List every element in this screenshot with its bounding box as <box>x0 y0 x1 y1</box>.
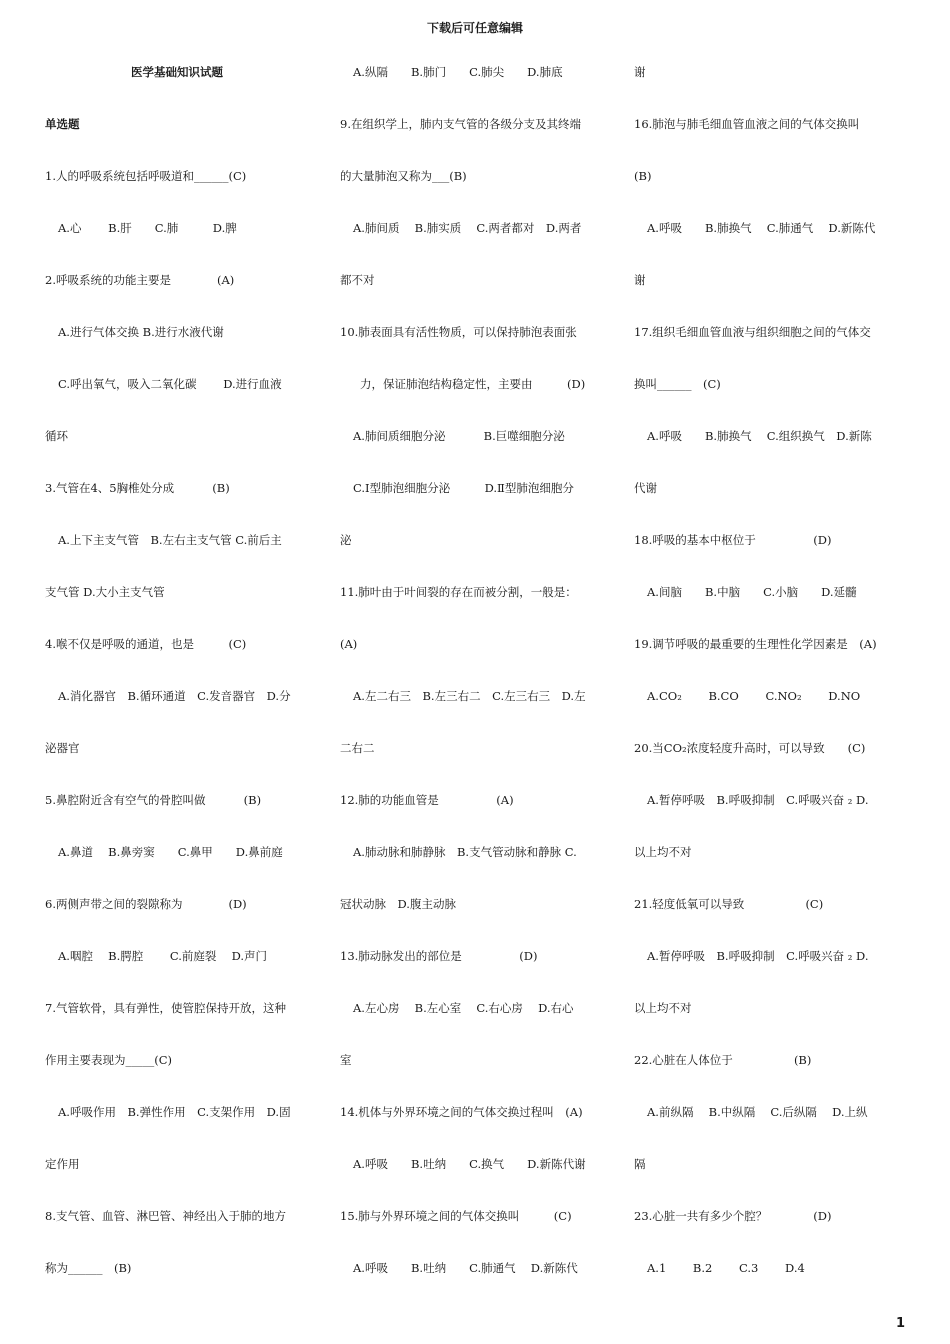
column-3 <box>634 46 924 1294</box>
option-line: A.暂停呼吸 B.呼吸抑制 C.呼吸兴奋 ₂ D. <box>647 793 869 807</box>
question-line: 3.气管在4、5胸椎处分成 (B) <box>45 481 230 495</box>
question-line: 谢 <box>634 65 646 79</box>
question-line: 2.呼吸系统的功能主要是 (A) <box>45 273 235 287</box>
page-header: 下载后可任意编辑 <box>426 21 523 35</box>
question-line: 7.气管软骨，具有弹性，使管腔保持开放，这种 <box>45 1001 286 1015</box>
option-line: A.间脑 B.中脑 C.小脑 D.延髓 <box>647 585 857 599</box>
question-line: 13.肺动脉发出的部位是 (D) <box>340 949 538 963</box>
question-line: 以上均不对 <box>634 1001 692 1015</box>
section-heading: 单选题 <box>45 117 80 131</box>
option-line: A.进行气体交换 B.进行水液代谢 <box>58 325 224 339</box>
question-line: 泌器官 <box>45 741 80 755</box>
option-line: A.CO₂ B.CO C.NO₂ D.NO <box>647 689 861 703</box>
option-line: A.呼吸作用 B.弹性作用 C.支架作用 D.固 <box>58 1105 291 1119</box>
question-line: 都不对 <box>340 273 375 287</box>
question-line: 15.肺与外界环境之间的气体交换叫 (C) <box>340 1209 572 1223</box>
option-line: A.咽腔 B.腭腔 C.前庭裂 D.声门 <box>58 949 268 963</box>
question-line: 19.调节呼吸的最重要的生理性化学因素是 (A) <box>634 637 877 651</box>
question-line: 的大量肺泡又称为___(B) <box>340 169 467 183</box>
option-line: A.消化器官 B.循环通道 C.发音器官 D.分 <box>58 689 291 703</box>
question-line: 隔 <box>634 1157 646 1171</box>
option-line: C.呼出氧气，吸入二氧化碳 D.进行血液 <box>58 377 282 391</box>
option-line: A.暂停呼吸 B.呼吸抑制 C.呼吸兴奋 ₂ D. <box>647 949 869 963</box>
question-line: 10.肺表面具有活性物质，可以保持肺泡表面张 <box>340 325 577 339</box>
question-line: 21.轻度低氧可以导致 (C) <box>634 897 824 911</box>
question-line: 代谢 <box>634 481 657 495</box>
column-2 <box>340 46 630 1294</box>
option-line: A.1 B.2 C.3 D.4 <box>647 1261 805 1275</box>
question-line: 1.人的呼吸系统包括呼吸道和______(C) <box>45 169 247 183</box>
option-line: A.呼吸 B.吐纳 C.肺通气 D.新陈代 <box>353 1261 578 1275</box>
question-line: 泌 <box>340 533 352 547</box>
question-line: 14.机体与外界环境之间的气体交换过程叫 (A) <box>340 1105 583 1119</box>
option-line: A.肺间质细胞分泌 B.巨噬细胞分泌 <box>353 429 565 443</box>
question-line: 22.心脏在人体位于 (B) <box>634 1053 812 1067</box>
option-line: A.呼吸 B.吐纳 C.换气 D.新陈代谢 <box>353 1157 586 1171</box>
option-line: A.肺动脉和肺静脉 B.支气管动脉和静脉 C. <box>353 845 577 859</box>
question-line: 18.呼吸的基本中枢位于 (D) <box>634 533 832 547</box>
page-number: 1 <box>895 1316 905 1331</box>
question-line: (A) <box>340 637 358 651</box>
question-line: 循环 <box>45 429 68 443</box>
question-line: 室 <box>340 1053 352 1067</box>
question-line: 20.当CO₂浓度轻度升高时，可以导致 (C) <box>634 741 866 755</box>
question-line: 6.两侧声带之间的裂隙称为 (D) <box>45 897 247 911</box>
question-line: (B) <box>634 169 652 183</box>
question-line: 冠状动脉 D.腹主动脉 <box>340 897 456 911</box>
option-line: A.前纵隔 B.中纵隔 C.后纵隔 D.上纵 <box>647 1105 868 1119</box>
option-line: A.左心房 B.左心室 C.右心房 D.右心 <box>353 1001 574 1015</box>
question-line: 4.喉不仅是呼吸的通道，也是 (C) <box>45 637 247 651</box>
question-line: 17.组织毛细血管血液与组织细胞之间的气体交 <box>634 325 871 339</box>
option-line: A.心 B.肝 C.肺 D.脾 <box>58 221 237 235</box>
question-line: 作用主要表现为_____(C) <box>45 1053 173 1067</box>
question-line: 二右二 <box>340 741 375 755</box>
question-line: 11.肺叶由于叶间裂的存在而被分割，一般是： <box>340 585 577 599</box>
question-continuation: 力，保证肺泡结构稳定性，主要由 (D) <box>360 377 586 391</box>
question-line: 定作用 <box>45 1157 80 1171</box>
option-line: A.鼻道 B.鼻旁窦 C.鼻甲 D.鼻前庭 <box>58 845 283 859</box>
option-line: A.左二右三 B.左三右二 C.左三右三 D.左 <box>353 689 586 703</box>
option-line: A.上下主支气管 B.左右主支气管 C.前后主 <box>58 533 282 547</box>
question-line: 支气管 D.大小主支气管 <box>45 585 165 599</box>
question-line: 9.在组织学上，肺内支气管的各级分支及其终端 <box>340 117 581 131</box>
option-line: A.肺间质 B.肺实质 C.两者都对 D.两者 <box>353 221 582 235</box>
question-line: 以上均不对 <box>634 845 692 859</box>
question-line: 12.肺的功能血管是 (A) <box>340 793 514 807</box>
document-title: 医学基础知识试题 <box>131 65 223 79</box>
question-line: 23.心脏一共有多少个腔？ (D) <box>634 1209 832 1223</box>
question-line: 5.鼻腔附近含有空气的骨腔叫做 (B) <box>45 793 262 807</box>
question-line: 换叫______ (C) <box>634 377 721 391</box>
option-line: A.呼吸 B.肺换气 C.组织换气 D.新陈 <box>647 429 872 443</box>
option-line: C.Ⅰ型肺泡细胞分泌 D.Ⅱ型肺泡细胞分 <box>353 481 574 495</box>
option-line: A.纵隔 B.肺门 C.肺尖 D.肺底 <box>353 65 563 79</box>
question-line: 谢 <box>634 273 646 287</box>
question-line: 称为______ (B) <box>45 1261 132 1275</box>
option-line: A.呼吸 B.肺换气 C.肺通气 D.新陈代 <box>647 221 876 235</box>
question-line: 8.支气管、血管、淋巴管、神经出入于肺的地方 <box>45 1209 286 1223</box>
column-1 <box>45 46 335 1294</box>
question-line: 16.肺泡与肺毛细血管血液之间的气体交换叫 <box>634 117 860 131</box>
